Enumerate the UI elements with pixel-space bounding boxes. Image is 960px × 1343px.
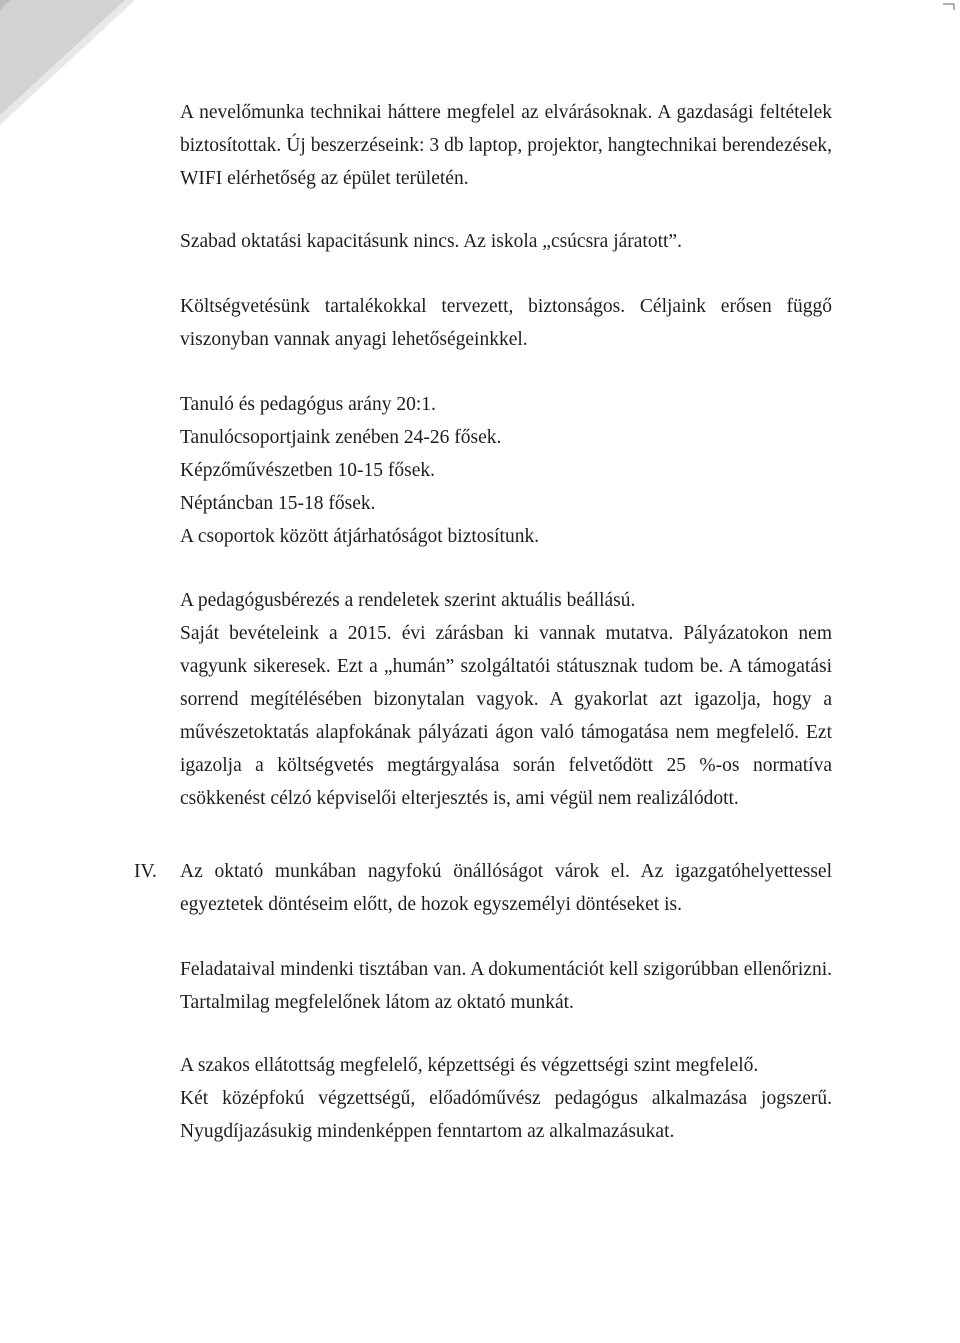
paragraph-line: Tanuló és pedagógus arány 20:1. [180, 394, 436, 415]
paragraph-line: Képzőművészetben 10-15 fősek. [180, 460, 436, 481]
paragraph-line: A szakos ellátottság megfelelő, képzettségi és végzettségi szint megfelelő. [180, 1055, 759, 1076]
scan-corner-shadow [0, 0, 140, 130]
paragraph-staffing [180, 1049, 832, 1148]
paragraph-line: Költségvetésünk tartalékokkal tervezett, biztonságos. Céljaink erősen függő viszonyban vannak anyagi lehetőségeinkkel. [180, 296, 832, 350]
paragraph-line: A csoportok között átjárhatóságot biztosítunk. [180, 526, 540, 547]
paragraph-equipment [180, 96, 832, 195]
paragraph-funding [180, 584, 832, 815]
paragraph-responsibilities [180, 953, 832, 1019]
paragraph-line: Szabad oktatási kapacitásunk nincs. Az iskola „csúcsra járatott”. [180, 231, 682, 252]
paragraph-capacity [180, 225, 832, 258]
paragraph-line: Saját bevételeink a 2015. évi zárásban ki vannak mutatva. Pályázatokon nem vagyunk sikeresek. Ezt a „humán” szolgáltatói státusznak tudom be. A támogatási sorrend megítélésében bizonytalan vagyok. A gyakorlat azt igazolja, hogy a művészetoktatás alapfokának pályázati ágon való támogatása nem megfelelő. Ezt igazolja a költségvetés megtárgyalása során felvetődött 25 %-os normatíva csökkenést célzó képviselői elterjesztés is, ami végül nem realizálódott. [180, 623, 832, 809]
paragraph-line: A pedagógusbérezés a rendeletek szerint aktuális beállású. [180, 590, 636, 611]
paragraph-group-sizes [180, 388, 832, 553]
paragraph-line: Feladataival mindenki tisztában van. A dokumentációt kell szigorúbban ellenőrizni. Tartalmilag megfelelőnek látom az oktató munkát. [180, 959, 832, 1013]
paragraph-line: Néptáncban 15-18 fősek. [180, 493, 376, 514]
paragraph-line: A nevelőmunka technikai háttere megfelel az elvárásoknak. A gazdasági feltételek biztosítottak. Új beszerzéseink: 3 db laptop, projektor, hangtechnikai berendezések, WIFI elérhetőség az épület területén. [180, 102, 832, 189]
paragraph-line: Az oktató munkában nagyfokú önállóságot várok el. Az igazgatóhelyettessel egyeztetek döntéseim előtt, de hozok egyszemélyi döntéseket is. [180, 861, 832, 915]
section-numeral: IV. [134, 861, 157, 882]
scan-corner-mark [942, 2, 956, 12]
paragraph-line: Két középfokú végzettségű, előadóművész pedagógus alkalmazása jogszerű. Nyugdíjazásukig mindenképpen fenntartom az alkalmazásukat. [180, 1088, 832, 1142]
paragraph-line: Tanulócsoportjaink zenében 24-26 fősek. [180, 427, 502, 448]
paragraph-budget [180, 290, 832, 356]
paragraph-autonomy [180, 855, 832, 921]
